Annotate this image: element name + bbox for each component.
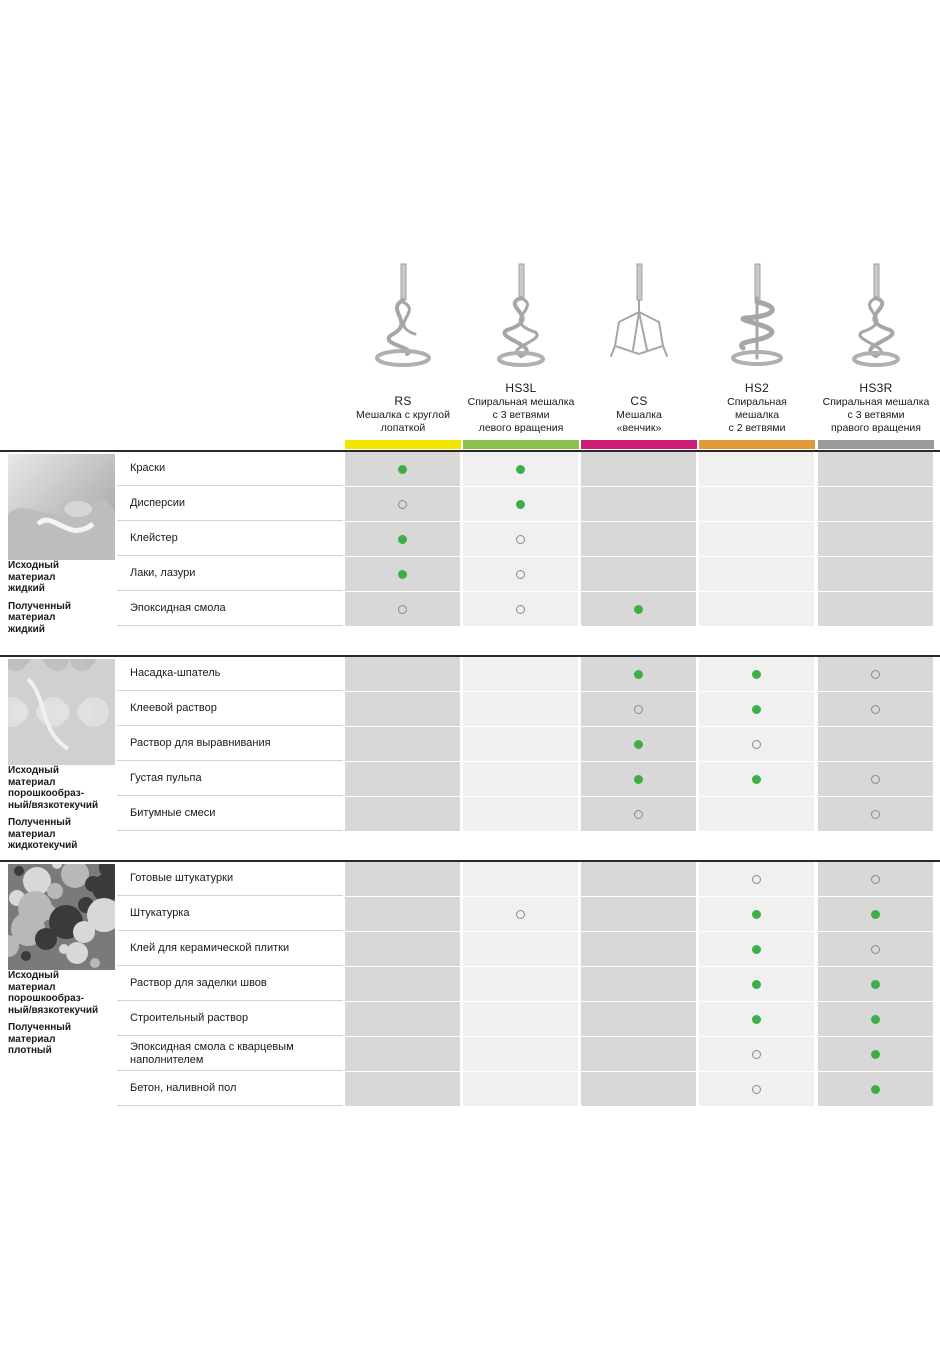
recommended-dot-icon — [871, 1085, 880, 1094]
cell-rs — [345, 657, 460, 692]
material-name: Строительный раствор — [117, 1002, 343, 1036]
cell-hs2 — [699, 967, 814, 1002]
cell-cs — [581, 797, 696, 832]
column-color-bar — [345, 440, 461, 449]
suitable-circle-icon — [752, 740, 761, 749]
cell-hs3l — [463, 762, 578, 797]
source-material-label: Исходный материал жидкий — [8, 560, 59, 594]
suitable-circle-icon — [871, 775, 880, 784]
cell-hs3l — [463, 1002, 578, 1037]
cell-hs2 — [699, 592, 814, 627]
table-row — [117, 1037, 940, 1071]
cell-rs — [345, 967, 460, 1002]
table-row — [117, 692, 940, 726]
column-rs — [345, 262, 461, 452]
table-row — [117, 657, 940, 691]
cell-hs3r — [818, 522, 933, 557]
cell-cs — [581, 657, 696, 692]
suitable-circle-icon — [871, 705, 880, 714]
table-row — [117, 762, 940, 796]
column-header-row — [0, 0, 940, 452]
recommended-dot-icon — [634, 670, 643, 679]
recommended-dot-icon — [634, 740, 643, 749]
suitable-circle-icon — [871, 670, 880, 679]
recommended-dot-icon — [871, 1015, 880, 1024]
recommended-dot-icon — [871, 980, 880, 989]
recommended-dot-icon — [398, 465, 407, 474]
material-name: Битумные смеси — [117, 797, 343, 831]
table-row — [117, 797, 940, 831]
cell-hs3r — [818, 762, 933, 797]
suitable-circle-icon — [634, 705, 643, 714]
material-name: Эпоксидная смола с кварцевым наполнителем — [117, 1037, 343, 1071]
cell-hs3r — [818, 452, 933, 487]
column-description: Спиральная мешалка с 2 ветвями — [727, 396, 787, 434]
suitable-circle-icon — [752, 1050, 761, 1059]
cell-hs2 — [699, 522, 814, 557]
material-name: Клеевой раствор — [117, 692, 343, 726]
suitable-circle-icon — [516, 605, 525, 614]
material-name: Насадка-шпатель — [117, 657, 343, 691]
recommended-dot-icon — [752, 1015, 761, 1024]
hs2-mixer-icon — [699, 262, 815, 382]
column-code: HS2 — [744, 381, 770, 395]
cell-hs3r — [818, 727, 933, 762]
suitable-circle-icon — [398, 605, 407, 614]
table-row — [117, 897, 940, 931]
cell-cs — [581, 692, 696, 727]
recommended-dot-icon — [752, 670, 761, 679]
suitable-circle-icon — [516, 910, 525, 919]
cell-hs3l — [463, 1072, 578, 1107]
cell-hs3l — [463, 487, 578, 522]
cell-rs — [345, 797, 460, 832]
cell-rs — [345, 452, 460, 487]
column-description: Спиральная мешалка с 3 ветвями правого вращения — [822, 396, 930, 434]
cell-hs3l — [463, 592, 578, 627]
suitable-circle-icon — [752, 875, 761, 884]
material-name: Бетон, наливной пол — [117, 1072, 343, 1106]
material-group — [0, 450, 940, 635]
column-color-bar — [581, 440, 697, 449]
material-name: Штукатурка — [117, 897, 343, 931]
cell-hs3l — [463, 932, 578, 967]
table-row — [117, 487, 940, 521]
cell-hs2 — [699, 1072, 814, 1107]
liquid-paint-image — [8, 454, 115, 560]
cell-hs2 — [699, 727, 814, 762]
table-row — [117, 557, 940, 591]
material-name: Раствор для заделки швов — [117, 967, 343, 1001]
cell-cs — [581, 487, 696, 522]
column-hs2 — [699, 262, 815, 452]
cell-hs2 — [699, 557, 814, 592]
cs-mixer-icon — [581, 262, 697, 382]
cell-hs2 — [699, 897, 814, 932]
column-cs — [581, 262, 697, 452]
material-name: Дисперсии — [117, 487, 343, 521]
column-color-bar — [463, 440, 579, 449]
recommended-dot-icon — [634, 775, 643, 784]
recommended-dot-icon — [752, 775, 761, 784]
cell-rs — [345, 1037, 460, 1072]
column-description: Спиральная мешалка с 3 ветвями левого вращения — [467, 396, 575, 434]
cell-hs3l — [463, 727, 578, 762]
cell-cs — [581, 932, 696, 967]
result-material-label: Полученный материал жидкий — [8, 600, 71, 635]
cell-hs2 — [699, 797, 814, 832]
recommended-dot-icon — [752, 705, 761, 714]
column-code: HS3R — [859, 381, 893, 395]
cell-cs — [581, 862, 696, 897]
source-material-label: Исходный материал порошкообраз- ный/вязкотекучий — [8, 765, 99, 811]
column-color-bar — [699, 440, 815, 449]
cell-rs — [345, 1002, 460, 1037]
result-material-label: Полученный материал плотный — [8, 1022, 71, 1056]
dry-mortar-image — [8, 864, 115, 970]
recommended-dot-icon — [752, 910, 761, 919]
table-row — [117, 1002, 940, 1036]
cell-rs — [345, 727, 460, 762]
cell-hs2 — [699, 487, 814, 522]
material-name: Клей для керамической плитки — [117, 932, 343, 966]
material-name: Клейстер — [117, 522, 343, 556]
table-row — [117, 452, 940, 486]
cell-rs — [345, 1072, 460, 1107]
suitable-circle-icon — [634, 810, 643, 819]
cell-cs — [581, 1002, 696, 1037]
cell-hs2 — [699, 1037, 814, 1072]
material-name: Раствор для выравнивания — [117, 727, 343, 761]
recommended-dot-icon — [516, 500, 525, 509]
material-name: Эпоксидная смола — [117, 592, 343, 626]
cell-hs2 — [699, 452, 814, 487]
recommended-dot-icon — [752, 980, 761, 989]
cell-rs — [345, 692, 460, 727]
column-code: HS3L — [505, 381, 537, 395]
rs-mixer-icon — [345, 262, 461, 382]
cell-hs3l — [463, 692, 578, 727]
cell-hs3r — [818, 657, 933, 692]
suitable-circle-icon — [398, 500, 407, 509]
source-material-label: Исходный материал порошкообраз- ный/вязкотекучий — [8, 970, 99, 1016]
cell-rs — [345, 897, 460, 932]
cell-hs3r — [818, 592, 933, 627]
column-description: Мешалка с круглой лопаткой — [356, 409, 450, 434]
cell-hs2 — [699, 692, 814, 727]
cell-hs3l — [463, 522, 578, 557]
cell-cs — [581, 727, 696, 762]
cell-hs3r — [818, 487, 933, 522]
hs3r-mixer-icon — [818, 262, 934, 382]
cell-hs3l — [463, 452, 578, 487]
recommended-dot-icon — [752, 945, 761, 954]
recommended-dot-icon — [398, 535, 407, 544]
cell-hs3r — [818, 557, 933, 592]
cell-hs3l — [463, 657, 578, 692]
cell-rs — [345, 522, 460, 557]
cell-hs3r — [818, 897, 933, 932]
material-group — [0, 655, 940, 851]
material-name: Густая пульпа — [117, 762, 343, 796]
cell-cs — [581, 592, 696, 627]
recommended-dot-icon — [871, 1050, 880, 1059]
column-code: CS — [630, 394, 648, 408]
suitable-circle-icon — [871, 945, 880, 954]
table-row — [117, 522, 940, 556]
material-name: Готовые штукатурки — [117, 862, 343, 896]
table-row — [117, 727, 940, 761]
table-row — [117, 932, 940, 966]
cell-hs2 — [699, 1002, 814, 1037]
column-hs3r — [818, 262, 934, 452]
cell-hs3l — [463, 967, 578, 1002]
recommended-dot-icon — [516, 465, 525, 474]
result-material-label: Полученный материал жидкотекучий — [8, 817, 78, 851]
suitable-circle-icon — [752, 1085, 761, 1094]
cell-cs — [581, 522, 696, 557]
cell-cs — [581, 897, 696, 932]
material-group — [0, 860, 940, 1107]
suitable-circle-icon — [516, 535, 525, 544]
cell-hs2 — [699, 932, 814, 967]
cell-rs — [345, 862, 460, 897]
table-row — [117, 967, 940, 1001]
cell-cs — [581, 452, 696, 487]
cell-cs — [581, 762, 696, 797]
cell-rs — [345, 592, 460, 627]
viscous-paste-image — [8, 659, 115, 765]
material-name: Краски — [117, 452, 343, 486]
suitable-circle-icon — [516, 570, 525, 579]
suitable-circle-icon — [871, 875, 880, 884]
cell-rs — [345, 557, 460, 592]
cell-hs3r — [818, 932, 933, 967]
cell-hs3r — [818, 1037, 933, 1072]
cell-cs — [581, 967, 696, 1002]
cell-cs — [581, 1072, 696, 1107]
cell-rs — [345, 762, 460, 797]
column-code: RS — [394, 394, 412, 408]
suitable-circle-icon — [871, 810, 880, 819]
cell-hs3l — [463, 897, 578, 932]
cell-hs3r — [818, 692, 933, 727]
cell-hs3r — [818, 1002, 933, 1037]
cell-hs2 — [699, 862, 814, 897]
table-row — [117, 1072, 940, 1106]
column-description: Мешалка «венчик» — [616, 409, 662, 434]
recommended-dot-icon — [871, 910, 880, 919]
cell-cs — [581, 557, 696, 592]
cell-rs — [345, 932, 460, 967]
cell-hs3l — [463, 797, 578, 832]
table-row — [117, 862, 940, 896]
recommended-dot-icon — [398, 570, 407, 579]
material-name: Лаки, лазури — [117, 557, 343, 591]
cell-hs3l — [463, 557, 578, 592]
cell-hs3r — [818, 862, 933, 897]
cell-cs — [581, 1037, 696, 1072]
table-row — [117, 592, 940, 626]
cell-hs2 — [699, 762, 814, 797]
cell-hs3r — [818, 967, 933, 1002]
cell-hs3l — [463, 1037, 578, 1072]
cell-hs3l — [463, 862, 578, 897]
recommended-dot-icon — [634, 605, 643, 614]
cell-hs3r — [818, 1072, 933, 1107]
cell-rs — [345, 487, 460, 522]
column-hs3l — [463, 262, 579, 452]
cell-hs2 — [699, 657, 814, 692]
column-color-bar — [818, 440, 934, 449]
hs3l-mixer-icon — [463, 262, 579, 382]
cell-hs3r — [818, 797, 933, 832]
